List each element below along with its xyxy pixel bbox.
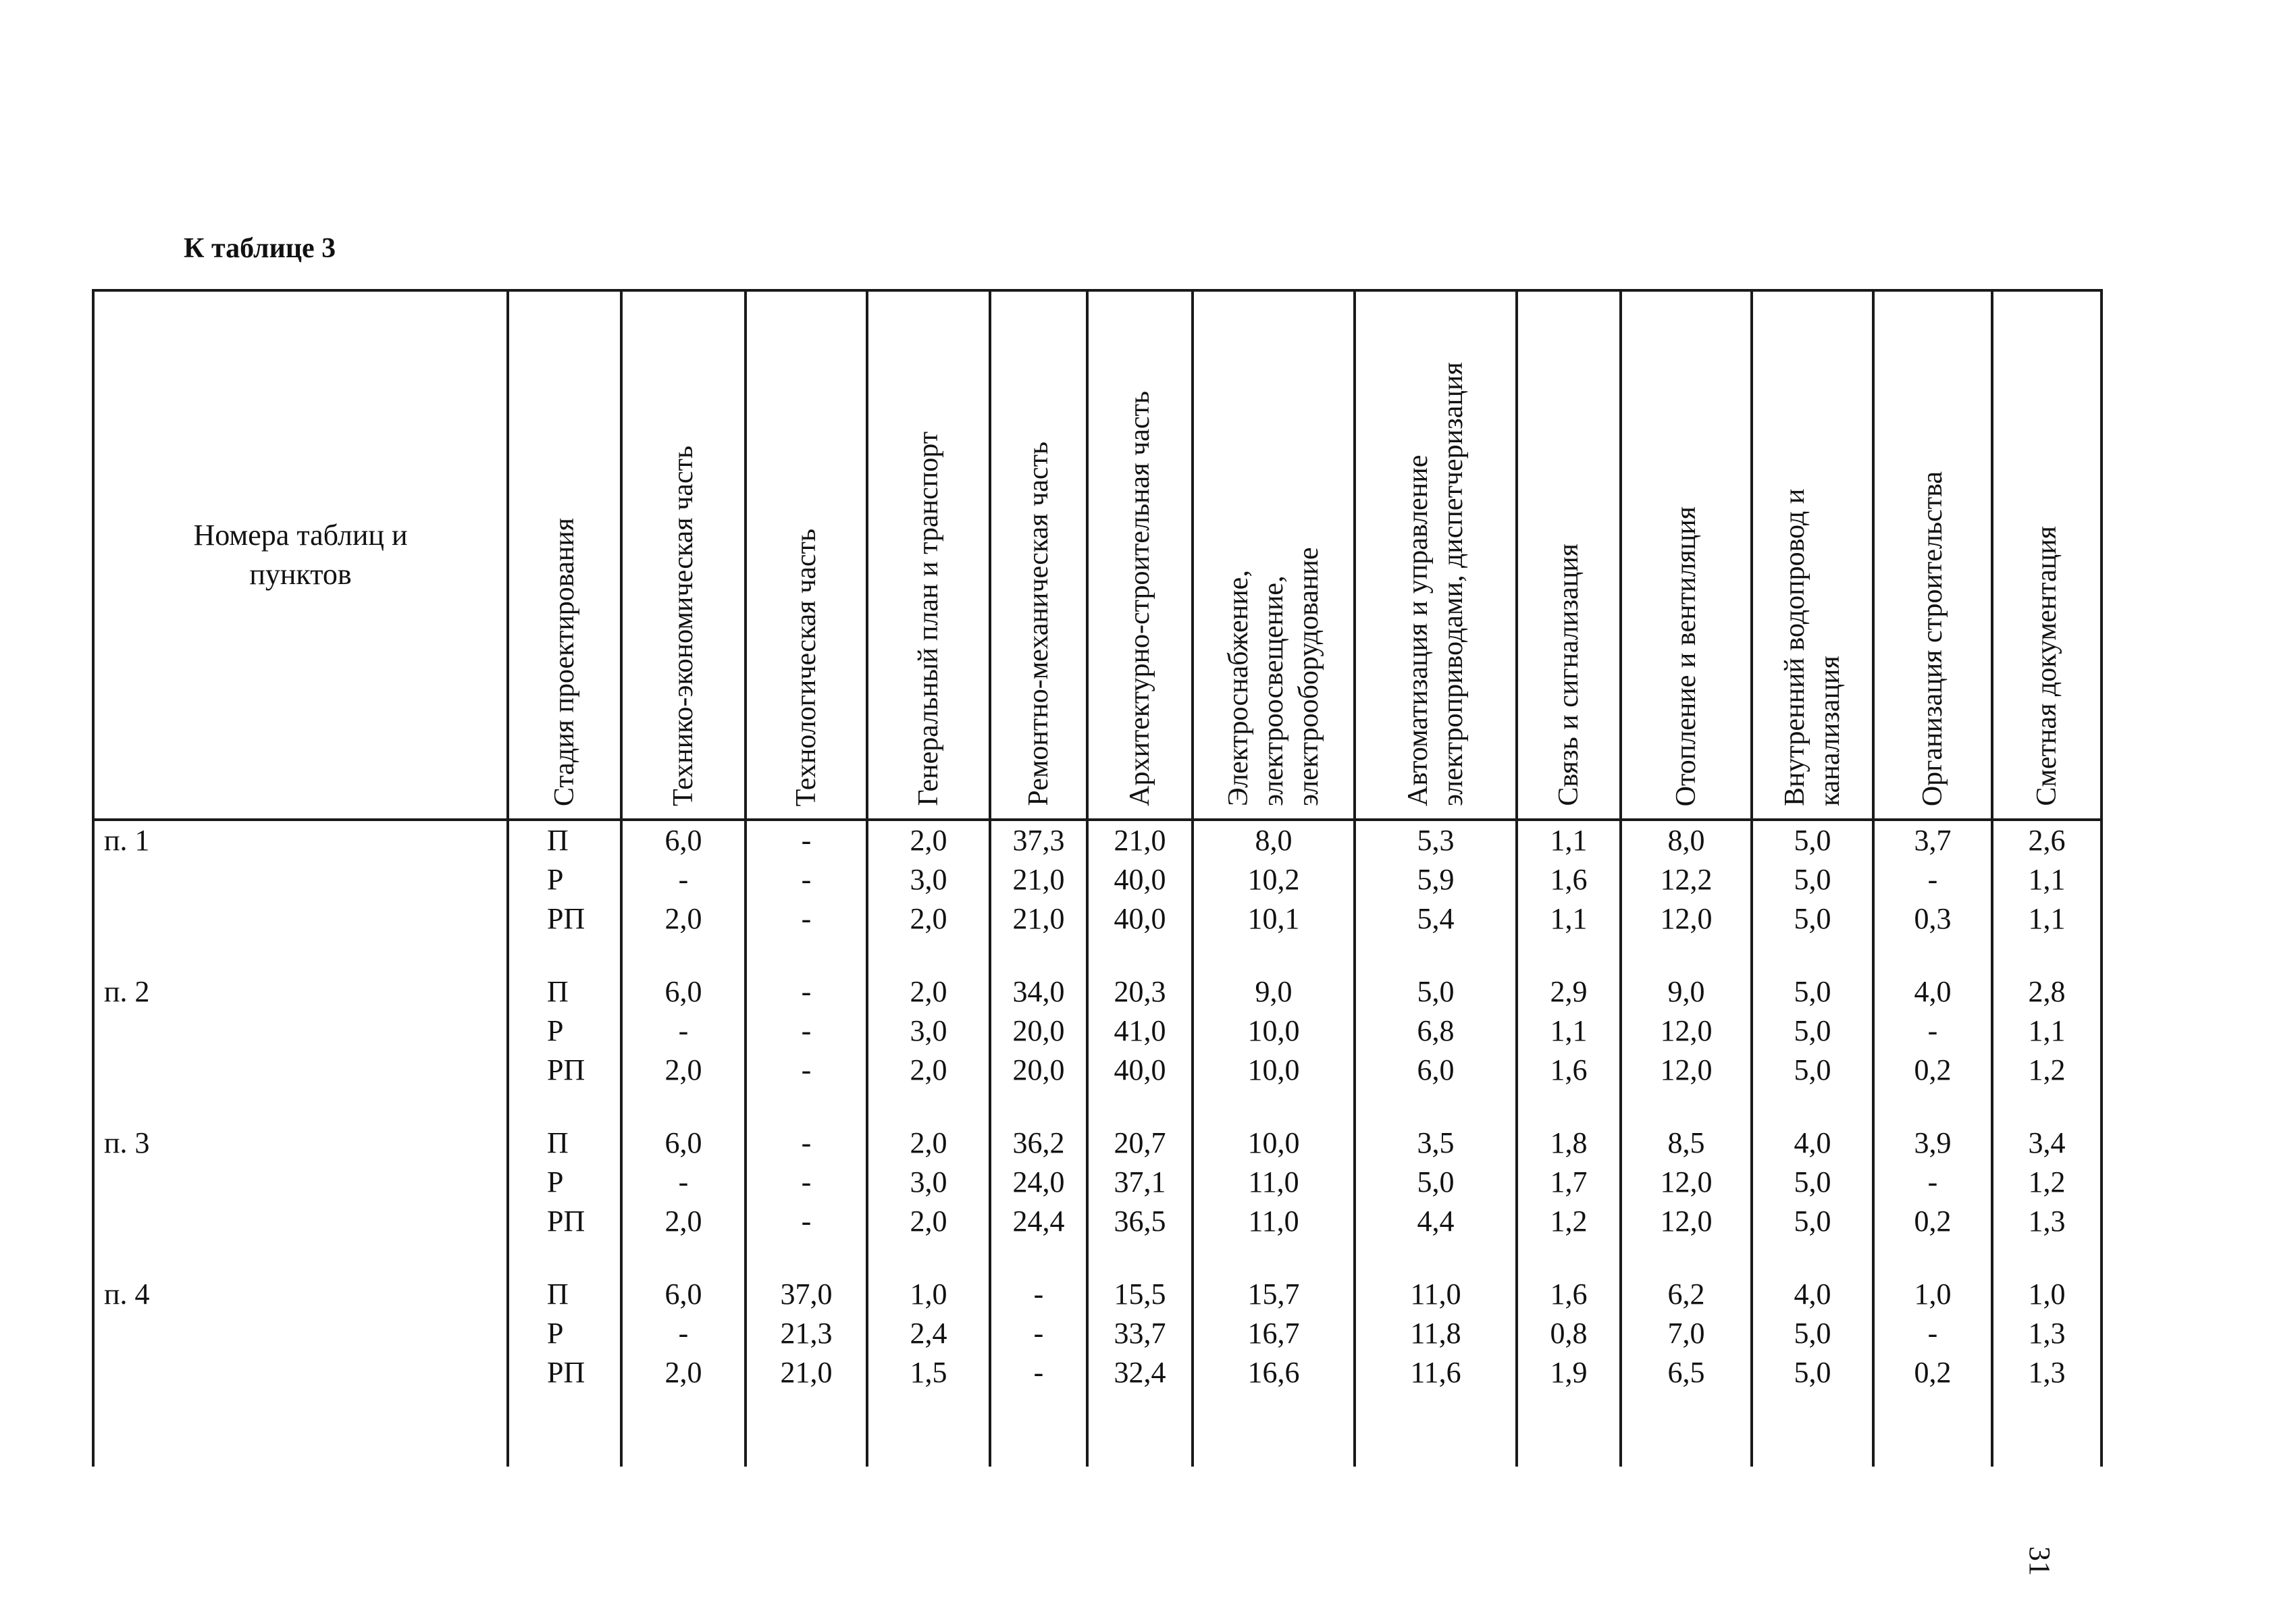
cell-value: 11,0 bbox=[1410, 1278, 1461, 1311]
cell-value: 10,1 bbox=[1247, 902, 1300, 935]
page-number: 31 bbox=[2023, 1546, 2056, 1576]
cell-value: 5,0 bbox=[1794, 1317, 1831, 1350]
cell-value: 5,0 bbox=[1794, 824, 1831, 857]
data-cell bbox=[1517, 820, 1621, 972]
stage-value: Р bbox=[547, 863, 564, 896]
cell-value: 2,0 bbox=[910, 824, 947, 857]
empty-cell bbox=[1621, 1426, 1752, 1467]
cell-value: 5,0 bbox=[1417, 1165, 1455, 1199]
cell-value: - bbox=[678, 1014, 689, 1047]
data-cell bbox=[1992, 1275, 2102, 1426]
row-name-cell: п. 2 bbox=[93, 972, 508, 1124]
cell-value: 3,0 bbox=[910, 1165, 947, 1199]
column-header bbox=[1992, 290, 2102, 820]
cell-value: 5,0 bbox=[1794, 863, 1831, 896]
cell-value: 3,0 bbox=[910, 863, 947, 896]
cell-value: 0,3 bbox=[1914, 902, 1952, 935]
cell-value: 11,0 bbox=[1248, 1165, 1299, 1199]
empty-cell bbox=[508, 1426, 621, 1467]
cell-value: 6,8 bbox=[1417, 1014, 1455, 1047]
cell-value: 5,4 bbox=[1417, 902, 1455, 935]
cell-value: 15,5 bbox=[1114, 1278, 1166, 1311]
empty-cell bbox=[1193, 1426, 1355, 1467]
data-cell bbox=[1621, 1124, 1752, 1275]
cell-value: 12,0 bbox=[1660, 1014, 1713, 1047]
stage-value: Р bbox=[547, 1317, 564, 1350]
stage-value: П bbox=[547, 1126, 569, 1159]
data-cell bbox=[1621, 1275, 1752, 1426]
data-cell bbox=[1992, 1124, 2102, 1275]
row-name-cell: п. 4 bbox=[93, 1275, 508, 1426]
cell-value: 8,0 bbox=[1667, 824, 1705, 857]
stage-value: Р bbox=[547, 1014, 564, 1047]
column-header bbox=[746, 290, 867, 820]
data-cell bbox=[621, 972, 746, 1124]
empty-cell bbox=[990, 1426, 1087, 1467]
cell-value: 1,0 bbox=[2028, 1278, 2066, 1311]
cell-value: 12,0 bbox=[1660, 1205, 1713, 1238]
cell-value: 4,0 bbox=[1914, 975, 1952, 1008]
data-cell bbox=[621, 1124, 746, 1275]
column-header bbox=[508, 290, 621, 820]
distribution-table bbox=[92, 289, 2103, 1467]
stage-value: РП bbox=[547, 1053, 585, 1086]
header-label: Сметная документация bbox=[2031, 526, 2062, 806]
cell-value: 10,0 bbox=[1247, 1014, 1300, 1047]
column-header bbox=[1873, 290, 1992, 820]
cell-value: 40,0 bbox=[1114, 902, 1166, 935]
column-header bbox=[867, 290, 990, 820]
data-cell bbox=[1517, 1124, 1621, 1275]
cell-value: 12,0 bbox=[1660, 1165, 1713, 1199]
table-row bbox=[93, 1275, 2102, 1426]
table-caption: К таблице 3 bbox=[184, 233, 336, 264]
cell-value: - bbox=[801, 902, 812, 935]
cell-value: 2,6 bbox=[2028, 824, 2066, 857]
cell-value: 3,4 bbox=[2028, 1126, 2066, 1159]
cell-value: 1,1 bbox=[1550, 824, 1588, 857]
cell-value: 37,0 bbox=[780, 1278, 833, 1311]
empty-cell bbox=[746, 1426, 867, 1467]
cell-value: 0,2 bbox=[1914, 1205, 1952, 1238]
column-header bbox=[1517, 290, 1621, 820]
empty-cell bbox=[1087, 1426, 1193, 1467]
cell-value: 40,0 bbox=[1114, 1053, 1166, 1086]
data-cell bbox=[1193, 820, 1355, 972]
data-cell bbox=[746, 1275, 867, 1426]
cell-value: 10,2 bbox=[1247, 863, 1300, 896]
cell-value: 12,2 bbox=[1660, 863, 1713, 896]
cell-value: 21,0 bbox=[1012, 902, 1065, 935]
cell-value: 4,0 bbox=[1794, 1278, 1831, 1311]
data-cell bbox=[1873, 820, 1992, 972]
header-label: Отопление и вентиляция bbox=[1671, 506, 1702, 806]
cell-value: - bbox=[801, 1165, 812, 1199]
cell-value: 16,6 bbox=[1247, 1356, 1300, 1389]
cell-value: - bbox=[801, 1014, 812, 1047]
column-header-names bbox=[93, 290, 508, 820]
stage-cell bbox=[508, 1124, 621, 1275]
cell-value: - bbox=[801, 1205, 812, 1238]
cell-value: 1,1 bbox=[1550, 902, 1588, 935]
data-cell bbox=[1873, 1124, 1992, 1275]
data-cell bbox=[1873, 1275, 1992, 1426]
data-cell bbox=[621, 1275, 746, 1426]
empty-cell bbox=[867, 1426, 990, 1467]
cell-value: 1,3 bbox=[2028, 1356, 2066, 1389]
cell-value: 4,4 bbox=[1417, 1205, 1455, 1238]
cell-value: 1,0 bbox=[910, 1278, 947, 1311]
data-cell bbox=[1355, 820, 1517, 972]
cell-value: 2,0 bbox=[664, 1205, 702, 1238]
cell-value: 6,0 bbox=[664, 1278, 702, 1311]
cell-value: 10,0 bbox=[1247, 1053, 1300, 1086]
data-cell bbox=[746, 1124, 867, 1275]
cell-value: 21,0 bbox=[1114, 824, 1166, 857]
cell-value: 11,8 bbox=[1410, 1317, 1461, 1350]
cell-value: 1,6 bbox=[1550, 1278, 1588, 1311]
cell-value: 20,0 bbox=[1012, 1014, 1065, 1047]
empty-cell bbox=[1752, 1426, 1873, 1467]
cell-value: 3,9 bbox=[1914, 1126, 1952, 1159]
stage-value: РП bbox=[547, 1205, 585, 1238]
cell-value: - bbox=[678, 1317, 689, 1350]
data-cell bbox=[1087, 1124, 1193, 1275]
cell-value: - bbox=[1927, 1014, 1938, 1047]
header-label: Электроснабжение, электроосвещение, электрооборудование bbox=[1223, 547, 1324, 806]
header-label: Стадия проектирования bbox=[549, 517, 580, 806]
cell-value: 1,8 bbox=[1550, 1126, 1588, 1159]
header-label: Генеральный план и транспорт bbox=[913, 431, 944, 806]
cell-value: 36,2 bbox=[1012, 1126, 1065, 1159]
cell-value: 5,9 bbox=[1417, 863, 1455, 896]
cell-value: 1,5 bbox=[910, 1356, 947, 1389]
cell-value: 12,0 bbox=[1660, 1053, 1713, 1086]
stage-cell bbox=[508, 972, 621, 1124]
cell-value: 7,0 bbox=[1667, 1317, 1705, 1350]
data-cell bbox=[1355, 1124, 1517, 1275]
cell-value: 40,0 bbox=[1114, 863, 1166, 896]
cell-value: 33,7 bbox=[1114, 1317, 1166, 1350]
cell-value: 12,0 bbox=[1660, 902, 1713, 935]
cell-value: 2,9 bbox=[1550, 975, 1588, 1008]
header-label: Автоматизация и управление электроприводами, диспетчеризация bbox=[1403, 362, 1469, 806]
cell-value: - bbox=[1033, 1278, 1044, 1311]
cell-value: 10,0 bbox=[1247, 1126, 1300, 1159]
cell-value: 0,2 bbox=[1914, 1356, 1952, 1389]
cell-value: 0,2 bbox=[1914, 1053, 1952, 1086]
cell-value: 2,0 bbox=[910, 1053, 947, 1086]
empty-cell bbox=[1873, 1426, 1992, 1467]
cell-value: 9,0 bbox=[1667, 975, 1705, 1008]
cell-value: 4,0 bbox=[1794, 1126, 1831, 1159]
column-header bbox=[1193, 290, 1355, 820]
cell-value: 1,3 bbox=[2028, 1317, 2066, 1350]
cell-value: 3,0 bbox=[910, 1014, 947, 1047]
cell-value: 5,0 bbox=[1794, 1356, 1831, 1389]
cell-value: 11,0 bbox=[1248, 1205, 1299, 1238]
empty-cell bbox=[1517, 1426, 1621, 1467]
cell-value: 1,6 bbox=[1550, 863, 1588, 896]
header-label: Технологическая часть bbox=[791, 528, 822, 806]
data-cell bbox=[1087, 972, 1193, 1124]
cell-value: 5,0 bbox=[1417, 975, 1455, 1008]
row-name-cell: п. 1 bbox=[93, 820, 508, 972]
cell-value: 37,3 bbox=[1012, 824, 1065, 857]
cell-value: 2,0 bbox=[664, 902, 702, 935]
cell-value: 20,0 bbox=[1012, 1053, 1065, 1086]
data-cell bbox=[1193, 972, 1355, 1124]
header-label: Номера таблиц и пунктов bbox=[193, 519, 408, 591]
cell-value: 0,8 bbox=[1550, 1317, 1588, 1350]
header-label: Связь и сигнализация bbox=[1553, 544, 1584, 806]
cell-value: - bbox=[801, 975, 812, 1008]
cell-value: 2,0 bbox=[910, 1205, 947, 1238]
header-row bbox=[93, 290, 2102, 820]
cell-value: 1,6 bbox=[1550, 1053, 1588, 1086]
empty-cell bbox=[1992, 1426, 2102, 1467]
data-cell bbox=[1087, 820, 1193, 972]
cell-value: 6,0 bbox=[1417, 1053, 1455, 1086]
cell-value: - bbox=[1927, 1165, 1938, 1199]
data-cell bbox=[621, 820, 746, 972]
data-cell bbox=[1752, 972, 1873, 1124]
stage-cell bbox=[508, 1275, 621, 1426]
cell-value: 5,0 bbox=[1794, 975, 1831, 1008]
cell-value: 6,2 bbox=[1667, 1278, 1705, 1311]
data-cell bbox=[1621, 972, 1752, 1124]
cell-value: 1,2 bbox=[2028, 1053, 2066, 1086]
data-cell bbox=[867, 1275, 990, 1426]
cell-value: 2,0 bbox=[664, 1053, 702, 1086]
cell-value: 5,0 bbox=[1794, 1205, 1831, 1238]
data-cell bbox=[1517, 1275, 1621, 1426]
cell-value: - bbox=[1033, 1317, 1044, 1350]
cell-value: - bbox=[801, 863, 812, 896]
data-cell bbox=[1752, 820, 1873, 972]
cell-value: 6,0 bbox=[664, 824, 702, 857]
cell-value: - bbox=[678, 863, 689, 896]
cell-value: 5,0 bbox=[1794, 1053, 1831, 1086]
data-cell bbox=[1355, 972, 1517, 1124]
data-cell bbox=[1355, 1275, 1517, 1426]
cell-value: - bbox=[1033, 1356, 1044, 1389]
cell-value: 1,2 bbox=[2028, 1165, 2066, 1199]
stage-value: Р bbox=[547, 1165, 564, 1199]
data-cell bbox=[1517, 972, 1621, 1124]
stage-value: РП bbox=[547, 1356, 585, 1389]
cell-value: 41,0 bbox=[1114, 1014, 1166, 1047]
data-cell bbox=[990, 820, 1087, 972]
data-cell bbox=[990, 1275, 1087, 1426]
table-row bbox=[93, 1124, 2102, 1275]
data-cell bbox=[1752, 1124, 1873, 1275]
cell-value: 1,1 bbox=[2028, 902, 2066, 935]
data-cell bbox=[1193, 1124, 1355, 1275]
cell-value: 3,7 bbox=[1914, 824, 1952, 857]
cell-value: 8,0 bbox=[1255, 824, 1293, 857]
cell-value: 34,0 bbox=[1012, 975, 1065, 1008]
data-cell bbox=[867, 1124, 990, 1275]
cell-value: 8,5 bbox=[1667, 1126, 1705, 1159]
cell-value: 2,0 bbox=[910, 1126, 947, 1159]
cell-value: 21,0 bbox=[780, 1356, 833, 1389]
cell-value: 2,0 bbox=[910, 975, 947, 1008]
data-cell bbox=[1621, 820, 1752, 972]
table-tail-row bbox=[93, 1426, 2102, 1467]
cell-value: - bbox=[801, 1126, 812, 1159]
cell-value: - bbox=[1927, 863, 1938, 896]
header-label: Технико-экономическая часть bbox=[668, 446, 699, 806]
cell-value: 2,0 bbox=[910, 902, 947, 935]
cell-value: 21,3 bbox=[780, 1317, 833, 1350]
data-cell bbox=[1992, 820, 2102, 972]
cell-value: 36,5 bbox=[1114, 1205, 1166, 1238]
data-cell bbox=[1992, 972, 2102, 1124]
data-cell bbox=[1873, 972, 1992, 1124]
cell-value: 1,9 bbox=[1550, 1356, 1588, 1389]
cell-value: 9,0 bbox=[1255, 975, 1293, 1008]
cell-value: - bbox=[801, 824, 812, 857]
table-body bbox=[93, 820, 2102, 1467]
cell-value: - bbox=[678, 1165, 689, 1199]
cell-value: 1,7 bbox=[1550, 1165, 1588, 1199]
cell-value: 5,3 bbox=[1417, 824, 1455, 857]
column-header bbox=[1621, 290, 1752, 820]
cell-value: 15,7 bbox=[1247, 1278, 1300, 1311]
table-row bbox=[93, 972, 2102, 1124]
cell-value: 5,0 bbox=[1794, 1014, 1831, 1047]
cell-value: 3,5 bbox=[1417, 1126, 1455, 1159]
cell-value: 20,3 bbox=[1114, 975, 1166, 1008]
cell-value: 11,6 bbox=[1410, 1356, 1461, 1389]
cell-value: 1,1 bbox=[1550, 1014, 1588, 1047]
data-cell bbox=[990, 1124, 1087, 1275]
stage-value: П bbox=[547, 824, 569, 857]
empty-cell bbox=[621, 1426, 746, 1467]
table-row bbox=[93, 820, 2102, 972]
cell-value: 1,2 bbox=[1550, 1205, 1588, 1238]
cell-value: 2,4 bbox=[910, 1317, 947, 1350]
cell-value: 5,0 bbox=[1794, 902, 1831, 935]
header-label: Архитектурно-строительная часть bbox=[1124, 391, 1155, 806]
cell-value: - bbox=[801, 1053, 812, 1086]
column-header bbox=[621, 290, 746, 820]
cell-value: 24,0 bbox=[1012, 1165, 1065, 1199]
cell-value: 32,4 bbox=[1114, 1356, 1166, 1389]
cell-value: 16,7 bbox=[1247, 1317, 1300, 1350]
data-cell bbox=[1087, 1275, 1193, 1426]
stage-cell bbox=[508, 820, 621, 972]
cell-value: 20,7 bbox=[1114, 1126, 1166, 1159]
data-cell bbox=[867, 972, 990, 1124]
cell-value: 2,0 bbox=[664, 1356, 702, 1389]
cell-value: - bbox=[1927, 1317, 1938, 1350]
cell-value: 5,0 bbox=[1794, 1165, 1831, 1199]
stage-value: РП bbox=[547, 902, 585, 935]
empty-cell bbox=[93, 1426, 508, 1467]
cell-value: 1,1 bbox=[2028, 1014, 2066, 1047]
empty-cell bbox=[1355, 1426, 1517, 1467]
column-header bbox=[1087, 290, 1193, 820]
cell-value: 24,4 bbox=[1012, 1205, 1065, 1238]
row-name-cell: п. 3 bbox=[93, 1124, 508, 1275]
data-cell bbox=[746, 972, 867, 1124]
header-label: Внутренний водопровод и канализация bbox=[1779, 488, 1846, 806]
column-header bbox=[990, 290, 1087, 820]
data-cell bbox=[990, 972, 1087, 1124]
data-cell bbox=[867, 820, 990, 972]
data-cell bbox=[746, 820, 867, 972]
stage-value: П bbox=[547, 975, 569, 1008]
cell-value: 6,0 bbox=[664, 1126, 702, 1159]
data-cell bbox=[1193, 1275, 1355, 1426]
cell-value: 2,8 bbox=[2028, 975, 2066, 1008]
cell-value: 1,1 bbox=[2028, 863, 2066, 896]
cell-value: 1,3 bbox=[2028, 1205, 2066, 1238]
data-cell bbox=[1752, 1275, 1873, 1426]
cell-value: 1,0 bbox=[1914, 1278, 1952, 1311]
header-label: Ремонтно-механическая часть bbox=[1023, 442, 1054, 806]
cell-value: 6,5 bbox=[1667, 1356, 1705, 1389]
column-header bbox=[1752, 290, 1873, 820]
cell-value: 6,0 bbox=[664, 975, 702, 1008]
header-label: Организация строительства bbox=[1917, 471, 1948, 806]
cell-value: 21,0 bbox=[1012, 863, 1065, 896]
column-header bbox=[1355, 290, 1517, 820]
stage-value: П bbox=[547, 1278, 569, 1311]
cell-value: 37,1 bbox=[1114, 1165, 1166, 1199]
